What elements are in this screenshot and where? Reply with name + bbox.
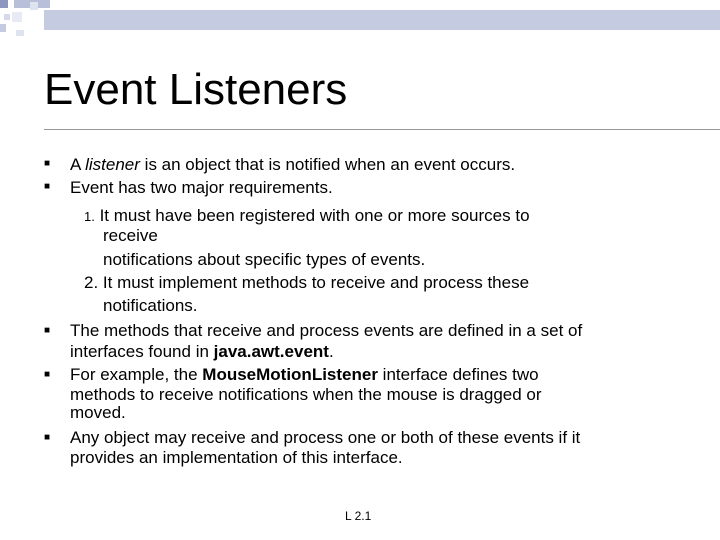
bullet-icon <box>44 159 54 169</box>
slide-title: Event Listeners <box>44 65 348 114</box>
numbered-item-1-number: 1. <box>84 209 95 224</box>
bullet-4-post: interface defines two <box>377 365 539 384</box>
numbered-item-2-line-1: 2. It must implement methods to receive and process these <box>84 273 530 292</box>
bullet-icon <box>44 433 54 443</box>
bullet-3-pre: interfaces found in <box>70 342 214 361</box>
title-divider <box>44 129 720 130</box>
bullet-1-pre: A <box>70 155 86 174</box>
bullet-3-line-2 <box>70 342 334 361</box>
bullet-5-line-1: Any object may receive and process one or both of these events if it <box>70 428 581 447</box>
numbered-item-1-line-3: notifications about specific types of events. <box>103 250 426 269</box>
bullet-1-post: is an object that is notified when an event occurs. <box>139 155 516 174</box>
bullet-3-bold: java.awt.event <box>213 342 329 361</box>
bullet-5-line-2: provides an implementation of this interface. <box>70 448 403 467</box>
bullet-4-line-2: methods to receive notifications when the mouse is dragged or <box>70 385 542 404</box>
numbered-item-1-line-1 <box>84 206 530 226</box>
bullet-4-line-3: moved. <box>70 403 126 422</box>
numbered-item-2-line-2: notifications. <box>103 296 198 315</box>
bullet-icon <box>44 182 54 192</box>
bullet-3-line-1: The methods that receive and process events are defined in a set of <box>70 321 583 340</box>
bullet-4-pre: For example, the <box>70 365 203 384</box>
bullet-4-bold: MouseMotionListener <box>202 365 378 384</box>
bullet-icon <box>44 326 54 336</box>
header-decoration <box>0 0 720 40</box>
bullet-4-line-1 <box>70 365 539 384</box>
bullet-1-text <box>70 155 515 174</box>
bullet-icon <box>44 370 54 380</box>
bullet-1-italic: listener <box>85 155 140 174</box>
slide-footer: L 2.1 <box>345 509 372 523</box>
numbered-item-1-text: It must have been registered with one or more sources to <box>99 206 530 225</box>
bullet-3-post: . <box>328 342 334 361</box>
bullet-2-text: Event has two major requirements. <box>70 178 333 197</box>
numbered-item-1-line-2: receive <box>103 226 158 245</box>
